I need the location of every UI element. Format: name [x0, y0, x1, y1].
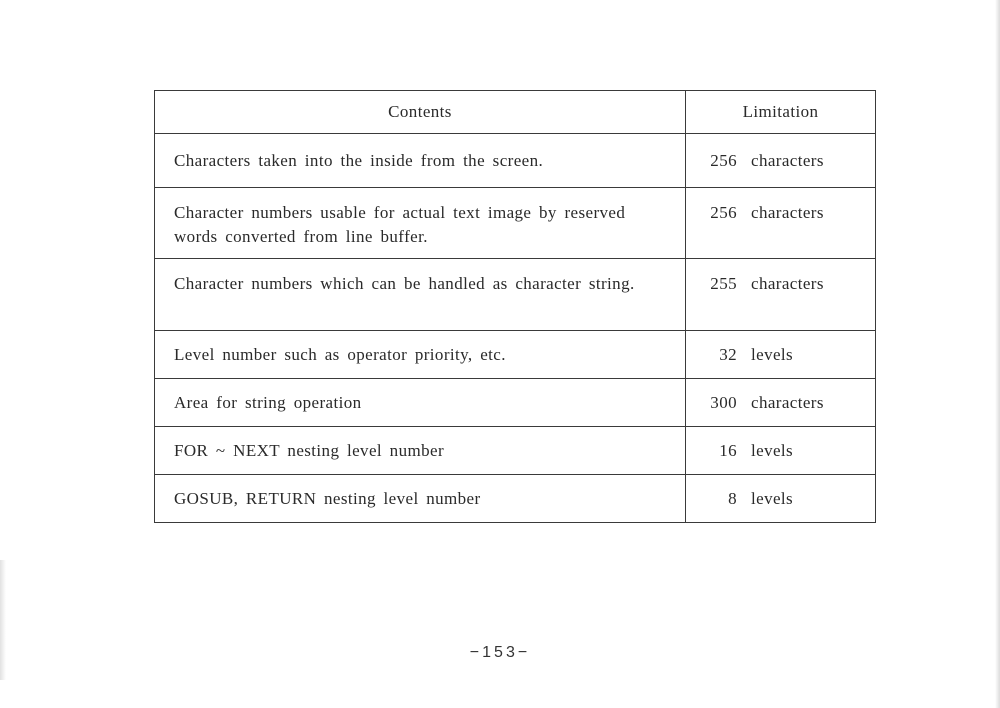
limit-value: 16	[719, 441, 737, 460]
table-row	[155, 427, 876, 475]
limit-unit: characters	[751, 393, 824, 412]
limitations-table	[154, 90, 876, 523]
limit-value: 256	[710, 151, 737, 170]
table-body	[155, 134, 876, 523]
row-limitation	[686, 427, 876, 475]
row-limitation	[686, 188, 876, 259]
limit-value: 32	[719, 345, 737, 364]
table-header	[155, 91, 876, 134]
row-contents: Area for string operation	[155, 379, 686, 427]
contents-header: Contents	[155, 91, 686, 134]
limit-unit: levels	[751, 441, 794, 460]
limit-value: 300	[710, 393, 737, 412]
row-limitation	[686, 331, 876, 379]
table-row	[155, 259, 876, 331]
table-row	[155, 134, 876, 188]
row-limitation	[686, 259, 876, 331]
limit-unit: levels	[751, 489, 794, 508]
limit-unit: characters	[751, 203, 824, 222]
limit-unit: characters	[751, 151, 824, 170]
header-row	[155, 91, 876, 134]
limit-value: 255	[710, 274, 737, 293]
page-left-shadow	[0, 560, 6, 680]
table-row	[155, 188, 876, 259]
row-limitation	[686, 134, 876, 188]
table-row	[155, 379, 876, 427]
row-limitation	[686, 379, 876, 427]
limit-value: 8	[728, 489, 737, 508]
page-edge-shadow	[995, 0, 1000, 708]
row-contents: Character numbers which can be handled as character string.	[155, 259, 686, 331]
table-row	[155, 475, 876, 523]
row-limitation	[686, 475, 876, 523]
limit-unit: levels	[751, 345, 794, 364]
row-contents: FOR ~ NEXT nesting level number	[155, 427, 686, 475]
row-contents: GOSUB, RETURN nesting level number	[155, 475, 686, 523]
row-contents: Character numbers usable for actual text image by reserved words converted from line buffer.	[155, 188, 686, 259]
page-number: −153−	[469, 644, 531, 661]
limitation-header: Limitation	[686, 91, 876, 134]
row-contents: Level number such as operator priority, etc.	[155, 331, 686, 379]
limit-unit: characters	[751, 274, 824, 293]
limit-value: 256	[710, 203, 737, 222]
row-contents: Characters taken into the inside from the screen.	[155, 134, 686, 188]
table-row	[155, 331, 876, 379]
